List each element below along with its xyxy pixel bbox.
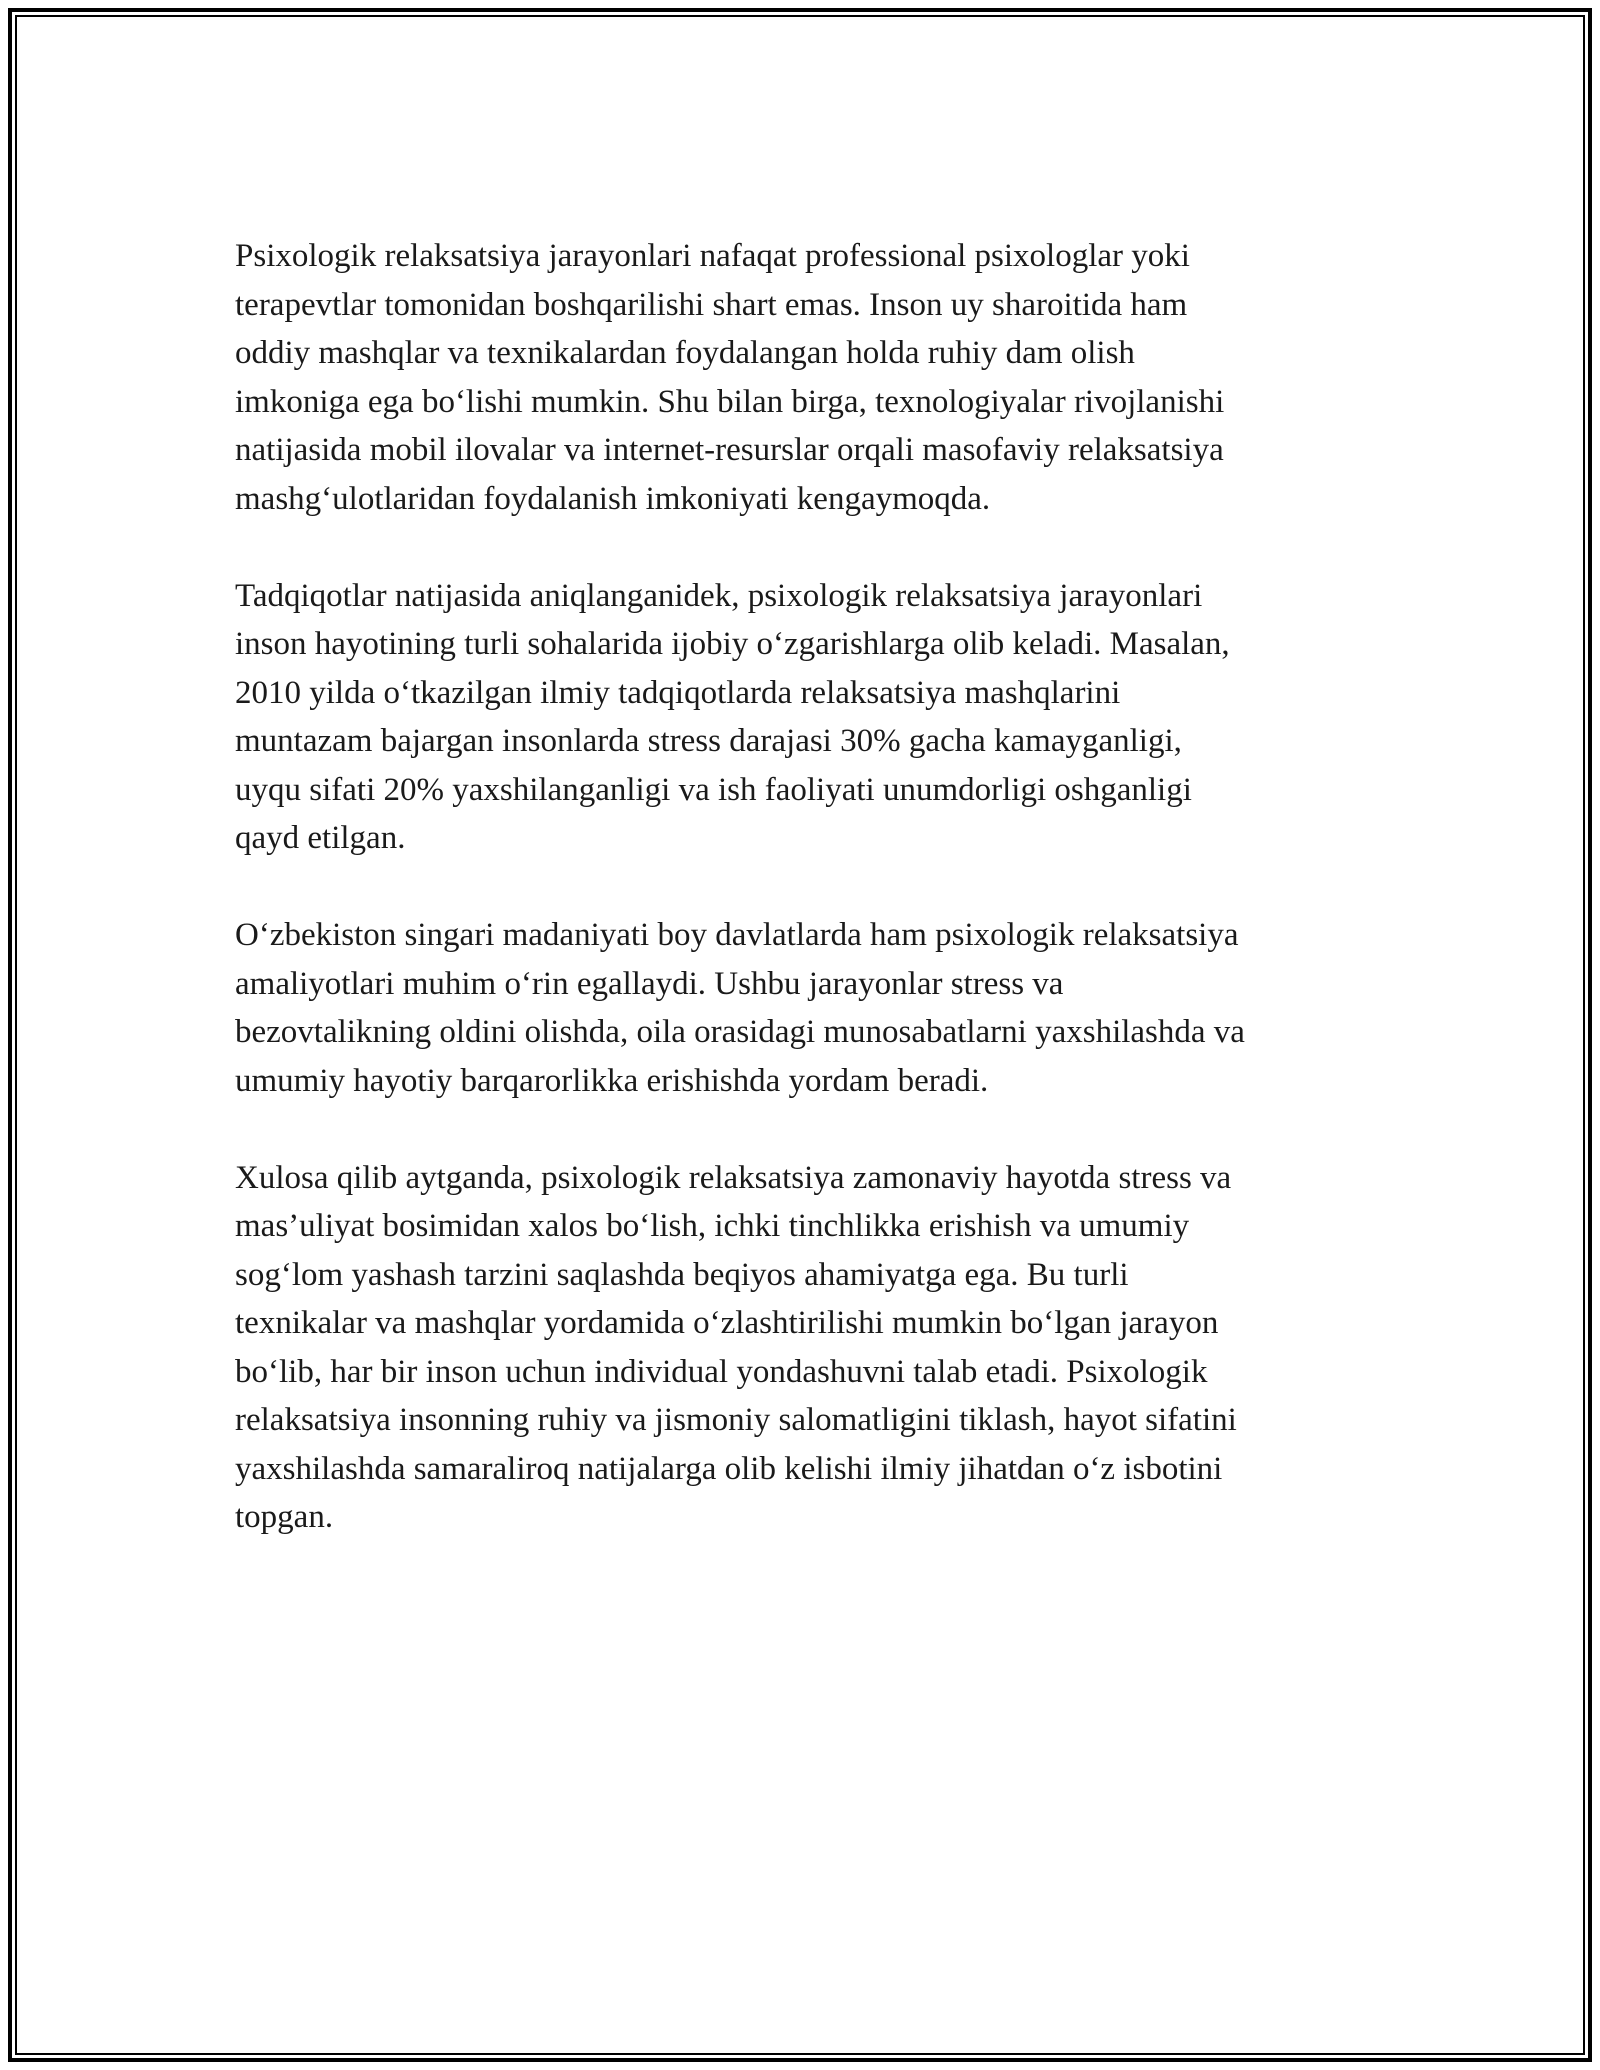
text-line: yaxshilashda samaraliroq natijalarga olib kelishi ilmiy jihatdan oʻz isbotini bbox=[235, 1450, 1223, 1487]
paragraph-3 bbox=[235, 911, 1375, 1105]
text-line: mas’uliyat bosimidan xalos boʻlish, ichki tinchlikka erishish va umumiy bbox=[235, 1208, 1190, 1244]
text-line: texnikalar va mashqlar yordamida oʻzlashtirilishi mumkin boʻlgan jarayon bbox=[235, 1305, 1219, 1341]
document-body bbox=[235, 232, 1375, 1542]
text-line: 2010 yilda oʻtkazilgan ilmiy tadqiqotlarda relaksatsiya mashqlarini bbox=[235, 674, 1121, 711]
text-line: mashgʻulotlaridan foydalanish imkoniyati kengaymoqda. bbox=[235, 480, 991, 517]
text-line: amaliyotlari muhim oʻrin egallaydi. Ushbu jarayonlar stress va bbox=[235, 965, 1064, 1002]
text-line: imkoniga ega boʻlishi mumkin. Shu bilan birga, texnologiyalar rivojlanishi bbox=[235, 383, 1225, 420]
paragraph-4 bbox=[235, 1154, 1375, 1542]
text-line: oddiy mashqlar va texnikalardan foydalangan holda ruhiy dam olish bbox=[235, 335, 1135, 371]
paragraph-1 bbox=[235, 232, 1375, 523]
text-line: inson hayotining turli sohalarida ijobiy oʻzgarishlarga olib keladi. Masalan, bbox=[235, 626, 1230, 662]
text-line: terapevtlar tomonidan boshqarilishi shart emas. Inson uy sharoitida ham bbox=[235, 286, 1188, 323]
text-line: relaksatsiya insonning ruhiy va jismoniy salomatligini tiklash, hayot sifatini bbox=[235, 1402, 1237, 1438]
text-line: Xulosa qilib aytganda, psixologik relaksatsiya zamonaviy hayotda stress va bbox=[235, 1159, 1232, 1196]
text-line: uyqu sifati 20% yaxshilanganligi va ish faoliyati unumdorligi oshganligi bbox=[235, 771, 1192, 808]
text-line: umumiy hayotiy barqarorlikka erishishda yordam beradi. bbox=[235, 1062, 989, 1099]
text-line: sogʻlom yashash tarzini saqlashda beqiyos ahamiyatga ega. Bu turli bbox=[235, 1256, 1129, 1293]
text-line: topgan. bbox=[235, 1499, 334, 1535]
text-line: natijasida mobil ilovalar va internet-resurslar orqali masofaviy relaksatsiya bbox=[235, 432, 1224, 468]
text-line: bezovtalikning oldini olishda, oila orasidagi munosabatlarni yaxshilashda va bbox=[235, 1014, 1245, 1050]
text-line: Tadqiqotlar natijasida aniqlanganidek, psixologik relaksatsiya jarayonlari bbox=[235, 577, 1203, 614]
paragraph-2 bbox=[235, 572, 1375, 863]
text-line: Psixologik relaksatsiya jarayonlari nafaqat professional psixologlar yoki bbox=[235, 238, 1190, 274]
text-line: qayd etilgan. bbox=[235, 820, 406, 856]
text-line: boʻlib, har bir inson uchun individual yondashuvni talab etadi. Psixologik bbox=[235, 1353, 1208, 1390]
text-line: Oʻzbekiston singari madaniyati boy davlatlarda ham psixologik relaksatsiya bbox=[235, 917, 1239, 953]
text-line: muntazam bajargan insonlarda stress darajasi 30% gacha kamayganligi, bbox=[235, 723, 1182, 759]
